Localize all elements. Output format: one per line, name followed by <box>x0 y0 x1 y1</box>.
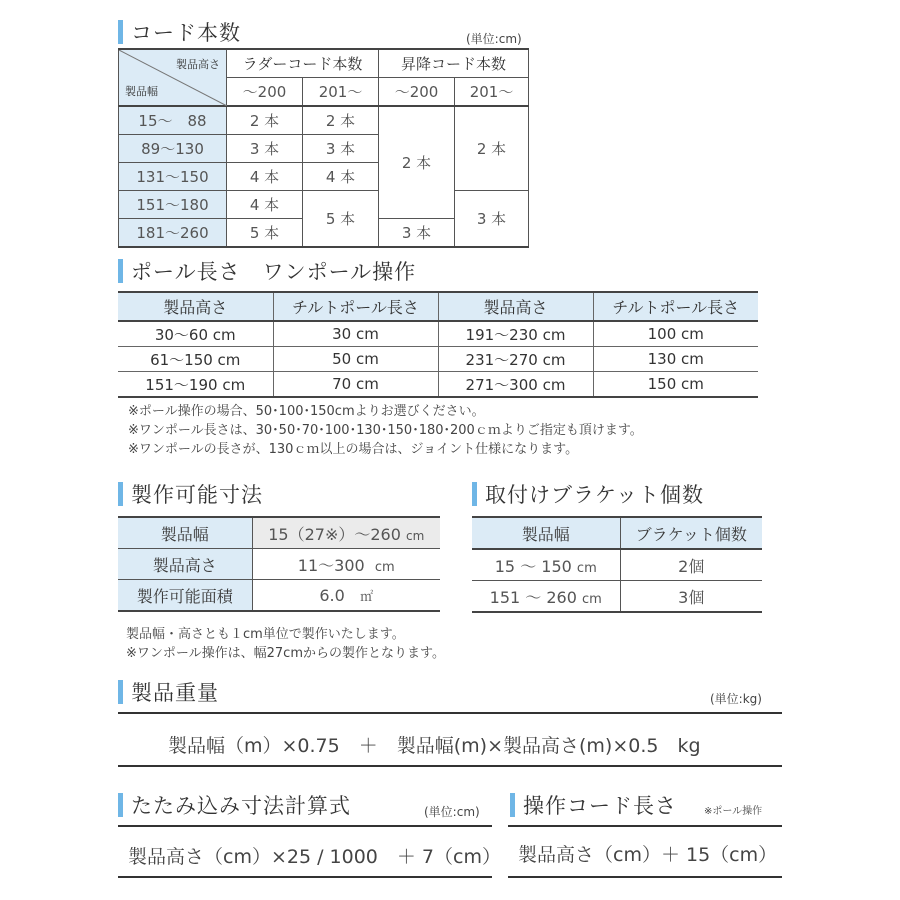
pole-header-length-2: チルトポール長さ <box>593 292 758 321</box>
heading-accent-bar <box>118 20 123 44</box>
pole-note: ※ワンポール長さは、30･50･70･100･130･150･180･200ｃｍよりご指定も頂けます。 <box>128 423 643 438</box>
bracket-table <box>472 516 762 613</box>
fold-top-rule <box>118 825 492 827</box>
size-value: 15（27※）～260 <box>268 524 401 544</box>
weight-section-title: 製品重量 <box>131 681 219 705</box>
bracket-count-cell: 2個 <box>620 549 762 581</box>
bracket-header-width: 製品幅 <box>472 517 620 549</box>
heading-accent-bar <box>118 259 123 283</box>
table-cell: 151～190 cm <box>118 372 273 398</box>
weight-unit-label: (単位:kg) <box>710 692 762 706</box>
size-value: 11～300 <box>297 555 365 575</box>
pole-header-length-1: チルトポール長さ <box>273 292 438 321</box>
heading-accent-bar <box>472 482 477 506</box>
weight-top-rule <box>118 712 782 714</box>
bracket-unit: cm <box>582 591 602 607</box>
sub-header-lift-201: 201～ <box>455 78 529 107</box>
bracket-section-heading <box>472 480 704 508</box>
lift-cord-header: 昇降コード本数 <box>379 49 529 78</box>
bracket-range-cell <box>472 581 620 613</box>
bracket-unit: cm <box>576 560 597 576</box>
pole-length-table <box>118 291 758 398</box>
fold-unit-label: (単位:cm) <box>424 805 480 819</box>
table-cell: 70 cm <box>273 372 438 398</box>
bracket-range-cell <box>472 549 620 581</box>
size-label-area: 製作可能面積 <box>118 580 252 612</box>
bracket-section-title: 取付けブラケット個数 <box>485 483 704 507</box>
row-width-1: 15～ 88 <box>119 106 227 135</box>
fold-formula: 製品高さ（cm）×25 / 1000 ＋ 7（cm） <box>128 846 501 868</box>
sub-header-ladder-200: ～200 <box>227 78 303 107</box>
cord-section-heading <box>510 791 677 819</box>
pole-section-heading <box>118 257 416 285</box>
table-cell: 50 cm <box>273 347 438 372</box>
pole-notes <box>128 402 643 459</box>
bracket-header-count: ブラケット個数 <box>620 517 762 549</box>
ladder-cord-header: ラダーコード本数 <box>227 49 379 78</box>
lift-200-cell: 3 本 <box>379 219 455 248</box>
weight-formula: 製品幅（m）×0.75 ＋ 製品幅(m)×製品高さ(m)×0.5 kg <box>168 735 701 757</box>
pole-header-height-2: 製品高さ <box>438 292 593 321</box>
size-value-area <box>252 580 440 612</box>
code-unit-label: (単位:cm) <box>466 32 522 46</box>
size-value-height <box>252 549 440 580</box>
size-value: 6.0 <box>319 585 345 605</box>
size-label-width: 製品幅 <box>118 517 252 549</box>
heading-accent-bar <box>118 680 123 704</box>
table-cell: 30 cm <box>273 321 438 347</box>
pole-section-title: ポール長さ ワンポール操作 <box>131 260 417 284</box>
fold-section-title: たたみ込み寸法計算式 <box>131 794 351 818</box>
ladder-201-cell: 5 本 <box>303 191 379 248</box>
ladder-201-cell: 3 本 <box>303 135 379 163</box>
weight-bottom-rule <box>118 765 782 767</box>
cord-bottom-rule <box>508 876 782 878</box>
table-cell: 130 cm <box>593 347 758 372</box>
heading-accent-bar <box>118 793 123 817</box>
pole-note: ※ワンポールの長さが、130ｃｍ以上の場合は、ジョイント仕様になります。 <box>128 442 579 457</box>
fold-bottom-rule <box>118 876 492 878</box>
table-cell: 271～300 cm <box>438 372 593 398</box>
cord-top-rule <box>508 825 782 827</box>
ladder-201-cell: 2 本 <box>303 106 379 135</box>
row-width-2: 89～130 <box>119 135 227 163</box>
size-label-height: 製品高さ <box>118 549 252 580</box>
pole-header-height-1: 製品高さ <box>118 292 273 321</box>
code-count-table <box>118 48 529 248</box>
heading-accent-bar <box>118 482 123 506</box>
cord-section-title: 操作コード長さ <box>523 794 677 818</box>
cord-formula: 製品高さ（cm）＋ 15（cm） <box>518 844 778 866</box>
fold-section-heading <box>118 791 351 819</box>
pole-note: ※ポール操作の場合、50･100･150cmよりお選びください。 <box>128 404 485 419</box>
size-unit: cm <box>405 528 425 543</box>
corner-width-label: 製品幅 <box>125 85 158 98</box>
ladder-200-cell: 3 本 <box>227 135 303 163</box>
table-cell: 61～150 cm <box>118 347 273 372</box>
row-width-3: 131～150 <box>119 163 227 191</box>
size-notes <box>126 625 445 663</box>
size-note: 製品幅・高さとも１cm単位で製作いたします。 <box>126 627 405 642</box>
row-width-5: 181～260 <box>119 219 227 248</box>
table-cell: 231～270 cm <box>438 347 593 372</box>
ladder-200-cell: 4 本 <box>227 191 303 219</box>
ladder-200-cell: 5 本 <box>227 219 303 248</box>
heading-accent-bar <box>510 793 515 817</box>
size-section-heading <box>118 480 263 508</box>
size-unit: cm <box>374 559 395 575</box>
ladder-200-cell: 4 本 <box>227 163 303 191</box>
sub-header-lift-200: ～200 <box>379 78 455 107</box>
table-cell: 150 cm <box>593 372 758 398</box>
corner-height-label: 製品高さ <box>176 58 220 71</box>
size-table <box>118 516 440 612</box>
row-width-4: 151～180 <box>119 191 227 219</box>
size-note: ※ワンポール操作は、幅27cmからの製作となります。 <box>126 646 445 661</box>
cord-note-label: ※ポール操作 <box>704 806 763 817</box>
bracket-range: 151 ～ 260 <box>489 587 577 607</box>
ladder-201-cell: 4 本 <box>303 163 379 191</box>
size-unit: ㎡ <box>360 589 374 605</box>
table-cell: 100 cm <box>593 321 758 347</box>
lift-201-cell: 3 本 <box>455 191 529 248</box>
code-section-heading <box>118 18 241 46</box>
sub-header-ladder-201: 201～ <box>303 78 379 107</box>
code-section-title: コード本数 <box>131 21 241 45</box>
table-corner-cell <box>119 49 227 106</box>
size-value-width <box>252 517 440 549</box>
table-cell: 191～230 cm <box>438 321 593 347</box>
lift-201-cell: 2 本 <box>455 106 529 191</box>
bracket-count-cell: 3個 <box>620 581 762 613</box>
lift-200-cell: 2 本 <box>379 106 455 219</box>
table-cell: 30～60 cm <box>118 321 273 347</box>
size-section-title: 製作可能寸法 <box>131 483 263 507</box>
ladder-200-cell: 2 本 <box>227 106 303 135</box>
weight-section-heading <box>118 678 219 706</box>
bracket-range: 15 ～ 150 <box>494 556 572 576</box>
